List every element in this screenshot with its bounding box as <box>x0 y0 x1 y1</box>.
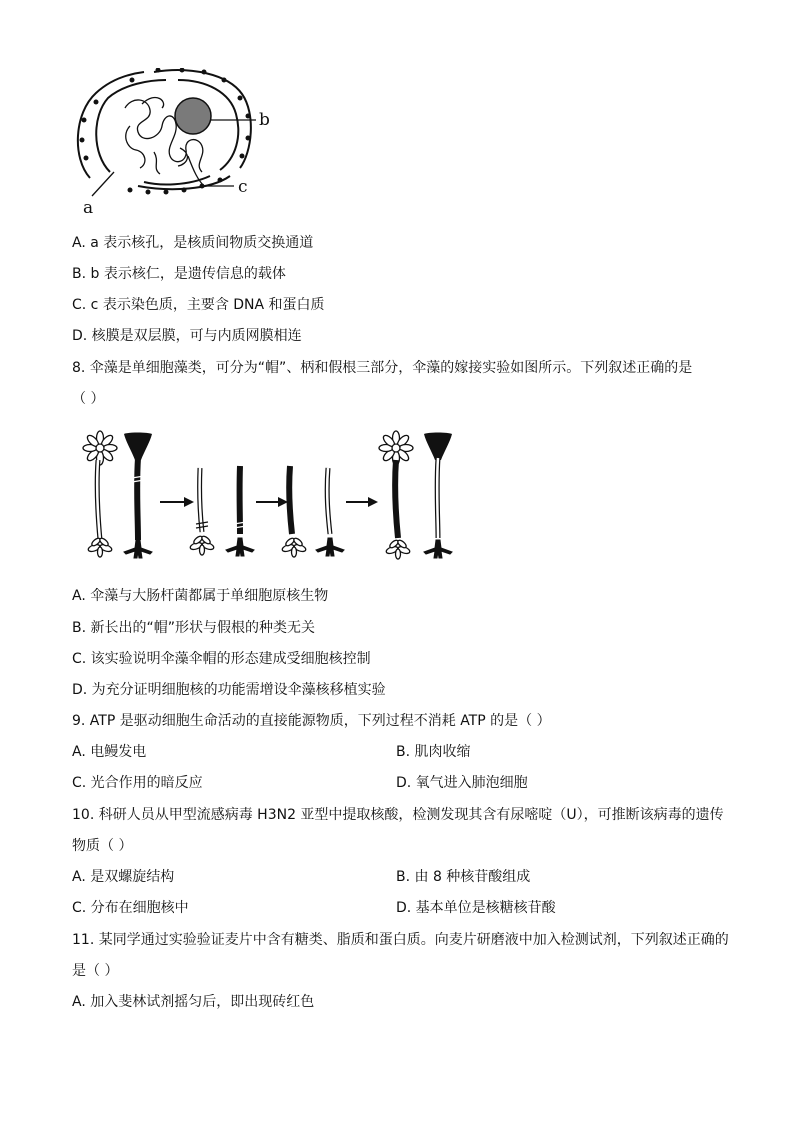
q8-option-c: C. 该实验说明伞藻伞帽的形态建成受细胞核控制 <box>72 651 371 667</box>
q7-option-b: B. b 表示核仁，是遗传信息的载体 <box>72 266 286 282</box>
q10-stem: 10. 科研人员从甲型流感病毒 H3N2 亚型中提取核酸，检测发现其含有尿嘧啶（U），可推断该病毒的遗传 <box>72 807 724 823</box>
acetabularia-grafting-diagram <box>78 428 468 568</box>
q9-option-a: A. 电鳗发电 <box>72 744 147 760</box>
label-a: a <box>83 198 94 218</box>
q10-option-a: A. 是双螺旋结构 <box>72 869 175 885</box>
ribosome-dots <box>80 68 251 195</box>
nucleolus <box>175 98 211 134</box>
q8-option-a: A. 伞藻与大肠杆菌都属于单细胞原核生物 <box>72 588 329 604</box>
q7-option-d: D. 核膜是双层膜，可与内质网膜相连 <box>72 328 302 344</box>
q8-stem: 8. 伞藻是单细胞藻类，可分为“帽”、柄和假根三部分，伞藻的嫁接实验如图所示。下列叙述正确的是 <box>72 360 693 376</box>
q10-option-d: D. 基本单位是核糖核苷酸 <box>396 900 556 916</box>
q8-stem-blank: （ ） <box>72 391 105 407</box>
q10-stem-cont: 物质（ ） <box>72 838 133 854</box>
arrow-right-icon <box>160 497 194 507</box>
plant-result-black-cap <box>424 433 452 559</box>
q7-option-a: A. a 表示核孔，是核质间物质交换通道 <box>72 235 314 251</box>
q11-stem: 11. 某同学通过实验验证麦片中含有糖类、脂质和蛋白质。向麦片研磨液中加入检测试剂，下列叙述正确的 <box>72 932 729 948</box>
q10-option-b: B. 由 8 种核苷酸组成 <box>396 869 531 885</box>
q11-option-a: A. 加入斐林试剂摇匀后，即出现砖红色 <box>72 994 315 1010</box>
q11-stem-cont: 是（ ） <box>72 963 119 979</box>
q9-option-d: D. 氧气进入肺泡细胞 <box>396 775 528 791</box>
q8-option-b: B. 新长出的“帽”形状与假根的种类无关 <box>72 620 316 636</box>
outer-membrane <box>78 72 144 178</box>
plant-white-full <box>83 431 117 557</box>
q8-option-d: D. 为充分证明细胞核的功能需增设伞藻核移植实验 <box>72 682 386 698</box>
nucleus-diagram <box>70 68 280 218</box>
label-b: b <box>259 110 270 130</box>
plant-black-stalk-black-root <box>226 466 254 556</box>
arrow-right-icon <box>346 497 378 507</box>
q9-stem: 9. ATP 是驱动细胞生命活动的直接能源物质，下列过程不消耗 ATP 的是（ ） <box>72 713 551 729</box>
plant-white-stalk-black-root <box>316 468 344 556</box>
q7-option-c: C. c 表示染色质，主要含 DNA 和蛋白质 <box>72 297 325 313</box>
label-c: c <box>238 177 248 197</box>
q9-option-c: C. 光合作用的暗反应 <box>72 775 203 791</box>
plant-black-stalk-white-root <box>281 466 306 557</box>
plant-white-stalk-white-root <box>189 468 214 555</box>
q10-option-c: C. 分布在细胞核中 <box>72 900 189 916</box>
q9-option-b: B. 肌肉收缩 <box>396 744 471 760</box>
plant-result-flower-cap <box>379 431 413 559</box>
arrow-right-icon <box>256 497 288 507</box>
plant-black-full <box>124 433 152 559</box>
